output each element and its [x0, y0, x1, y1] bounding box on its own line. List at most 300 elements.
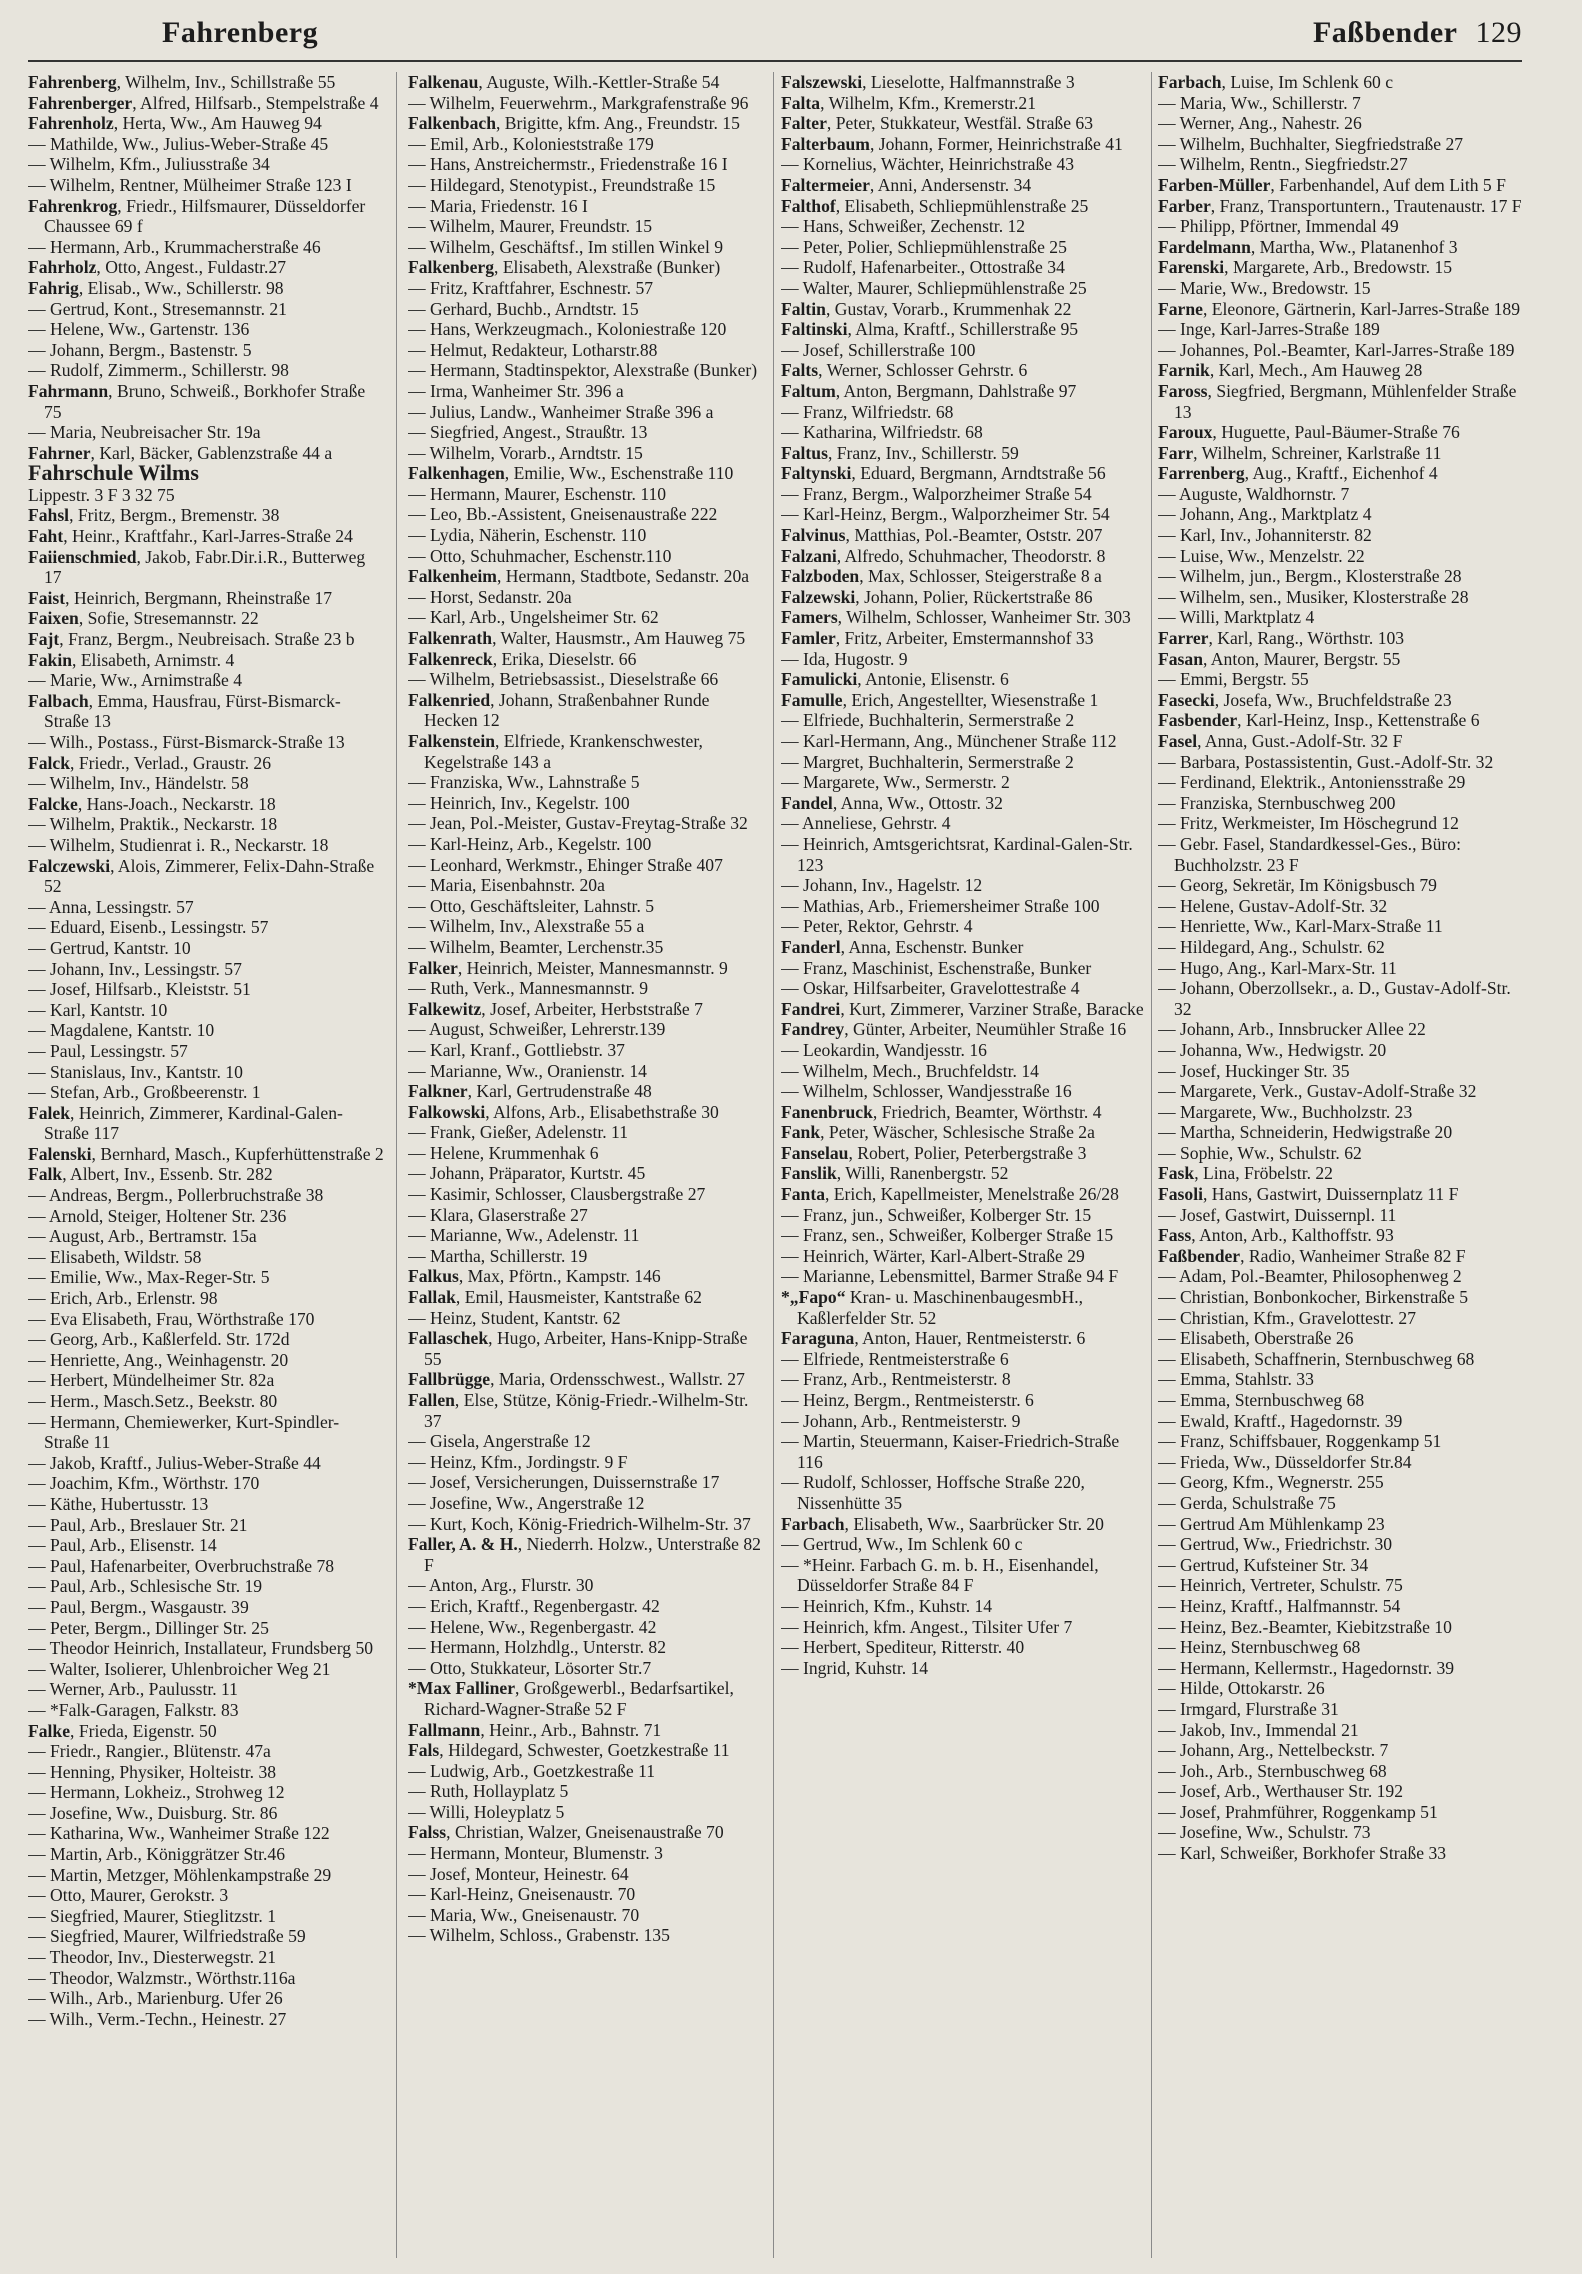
directory-entry [781, 1266, 1145, 1287]
entry-surname: Farber [1158, 195, 1211, 216]
directory-entry [1158, 669, 1522, 690]
directory-entry [1158, 1225, 1522, 1246]
directory-entry [28, 1062, 384, 1083]
directory-entry [408, 1431, 766, 1452]
entry-surname: Fallak [408, 1287, 456, 1308]
entry-details: , Johann, Polier, Rückertstraße 86 [855, 586, 1093, 607]
directory-entry [408, 896, 766, 917]
entry-details: — Johann, Bergm., Bastenstr. 5 [28, 339, 252, 360]
entry-details: , Heinrich, Meister, Mannesmannstr. 9 [457, 957, 728, 978]
entry-surname: Fallbrügge [408, 1369, 491, 1390]
directory-entry [28, 72, 384, 93]
entry-details: — Anna, Lessingstr. 57 [28, 896, 194, 917]
entry-details: , Hugo, Arbeiter, Hans-Knipp-Straße 55 [424, 1328, 748, 1369]
entry-details: — Johann, Präparator, Kurtstr. 45 [408, 1163, 646, 1184]
entry-details: — Heinz, Kfm., Jordingstr. 9 F [408, 1451, 628, 1472]
entry-details: — Willi, Marktplatz 4 [1158, 607, 1315, 628]
directory-entry [408, 834, 766, 855]
entry-surname: Famler [781, 628, 836, 649]
directory-entry [781, 1472, 1145, 1513]
entry-details: — Otto, Schuhmacher, Eschenstr.110 [408, 545, 672, 566]
directory-entry [28, 1947, 384, 1968]
entry-details: — Josef, Monteur, Heinestr. 64 [408, 1863, 629, 1884]
directory-entry [781, 525, 1145, 546]
entry-details: , Matthias, Pol.-Beamter, Oststr. 207 [845, 525, 1103, 546]
directory-entry [781, 1122, 1145, 1143]
entry-details: — Frieda, Ww., Düsseldorfer Str.84 [1158, 1451, 1412, 1472]
entry-surname: Falkenrath [408, 628, 493, 649]
entry-details: , Martha, Ww., Platanenhof 3 [1250, 236, 1458, 257]
directory-entry [408, 299, 766, 320]
directory-entry [28, 1412, 384, 1453]
entry-surname: Falzboden [781, 566, 860, 587]
entry-details: — Marie, Ww., Bredowstr. 15 [1158, 277, 1371, 298]
directory-entry [781, 1246, 1145, 1267]
entry-details: , Anni, Andersenstr. 34 [869, 174, 1032, 195]
entry-details: , Anton, Arb., Kalthoffstr. 93 [1191, 1225, 1394, 1246]
entry-details: — Karl-Heinz, Arb., Kegelstr. 100 [408, 833, 652, 854]
entry-details: , Erich, Angestellter, Wiesenstraße 1 [842, 689, 1099, 710]
entry-details: — Georg, Sekretär, Im Königsbusch 79 [1158, 875, 1437, 896]
directory-entry [408, 154, 766, 175]
entry-surname: Fandrey [781, 1019, 845, 1040]
entry-details: — Hugo, Ang., Karl-Marx-Str. 11 [1158, 957, 1397, 978]
entry-details: , Walter, Hausmstr., Am Hauweg 75 [492, 628, 746, 649]
entry-details: — Inge, Karl-Jarres-Straße 189 [1158, 319, 1380, 340]
entry-details: — Hildegard, Stenotypist., Freundstraße 15 [408, 174, 716, 195]
directory-entry [28, 856, 384, 897]
entry-surname: Falts [781, 360, 819, 381]
directory-entry [1158, 463, 1522, 484]
directory-entry [28, 1906, 384, 1927]
entry-surname: Farenski [1158, 257, 1225, 278]
directory-entry [1158, 1390, 1522, 1411]
entry-details: — Paul, Arb., Breslauer Str. 21 [28, 1514, 248, 1535]
directory-entry [408, 1472, 766, 1493]
entry-details: , Elisab., Ww., Schillerstr. 98 [78, 277, 284, 298]
entry-details: — Wilhelm, Buchhalter, Siegfriedstraße 27 [1158, 133, 1464, 154]
entry-surname: Falkenau [408, 72, 479, 92]
entry-details: — Leokardin, Wandjesstr. 16 [781, 1039, 987, 1060]
entry-surname: Farbach [781, 1513, 845, 1534]
entry-details: — Maria, Eisenbahnstr. 20a [408, 875, 605, 896]
entry-details: — Gerhard, Buchb., Arndtstr. 15 [408, 298, 639, 319]
directory-entry [781, 1534, 1145, 1555]
entry-details: — Fritz, Werkmeister, Im Höschegrund 12 [1158, 813, 1459, 834]
directory-entry [408, 1925, 766, 1946]
entry-details: , Elisabeth, Ww., Saarbrücker Str. 20 [844, 1513, 1104, 1534]
directory-entry [408, 196, 766, 217]
directory-entry [28, 1185, 384, 1206]
directory-entry [1158, 175, 1522, 196]
entry-details: — Karl, Kantstr. 10 [28, 999, 168, 1020]
entry-details: — Heinrich, Wärter, Karl-Albert-Straße 29 [781, 1245, 1085, 1266]
entry-details: — Helmut, Redakteur, Lotharstr.88 [408, 339, 658, 360]
directory-entry [781, 1390, 1145, 1411]
directory-entry [28, 422, 384, 443]
entry-surname: Falter [781, 113, 827, 134]
entry-details: — Peter, Bergm., Dillinger Str. 25 [28, 1617, 269, 1638]
directory-entry [408, 484, 766, 505]
directory-entry [408, 1884, 766, 1905]
entry-details: — Maria, Ww., Schillerstr. 7 [1158, 92, 1361, 113]
directory-entry [28, 835, 384, 856]
directory-entry [408, 360, 766, 381]
directory-entry [1158, 443, 1522, 464]
entry-surname: Farrer [1158, 628, 1209, 649]
directory-entry [408, 1596, 766, 1617]
entry-details: — Wilhelm, Betriebsassist., Dieselstraße 66 [408, 669, 719, 690]
entry-details: — Franz, sen., Schweißer, Kolberger Straße 15 [781, 1225, 1114, 1246]
directory-entry [28, 1638, 384, 1659]
entry-details: , Emil, Hausmeister, Kantstraße 62 [455, 1287, 702, 1308]
entry-details: — Karl, Schweißer, Borkhofer Straße 33 [1158, 1843, 1447, 1864]
directory-entry [781, 772, 1145, 793]
entry-surname: Falck [28, 752, 71, 773]
directory-entry [781, 216, 1145, 237]
entry-surname: Falkenheim [408, 566, 497, 587]
directory-entry [1158, 1287, 1522, 1308]
entry-details: — Karl, Inv., Johanniterstr. 82 [1158, 525, 1372, 546]
directory-entry [781, 937, 1145, 958]
directory-entry [1158, 216, 1522, 237]
directory-entry [1158, 1596, 1522, 1617]
directory-entry [781, 1184, 1145, 1205]
entry-details: , Bernhard, Masch., Kupferhüttenstraße 2 [91, 1143, 384, 1164]
entry-details: , Hans-Joach., Neckarstr. 18 [77, 793, 276, 814]
entry-details: — Otto, Maurer, Gerokstr. 3 [28, 1885, 229, 1906]
entry-details: — Josef, Hilfsarb., Kleiststr. 51 [28, 979, 251, 1000]
entry-surname: Famers [781, 607, 838, 628]
entry-details: , Heinr., Kraftfahr., Karl-Jarres-Straße 24 [63, 526, 353, 547]
entry-details: , Farbenhandel, Auf dem Lith 5 F [1270, 174, 1506, 195]
entry-details: — Karl-Heinz, Bergm., Walporzheimer Str. 54 [781, 504, 1110, 525]
directory-entry [1158, 1246, 1522, 1267]
directory-entry [408, 1390, 766, 1431]
directory-entry [1158, 1781, 1522, 1802]
directory-entry [28, 381, 384, 422]
entry-surname: Fanslik [781, 1163, 837, 1184]
entry-details: , Luise, Im Schlenk 60 c [1221, 72, 1394, 92]
directory-entry [1158, 1493, 1522, 1514]
entry-surname: Falek [28, 1102, 71, 1123]
directory-entry [781, 587, 1145, 608]
entry-surname: Falkenberg [408, 257, 495, 278]
directory-entry [408, 1452, 766, 1473]
entry-details: , Alfredo, Schuhmacher, Theodorstr. 8 [836, 545, 1106, 566]
entry-details: — Stanislaus, Inv., Kantstr. 10 [28, 1061, 243, 1082]
directory-entry [408, 1802, 766, 1823]
entry-details: , Friedrich, Beamter, Wörthstr. 4 [872, 1101, 1102, 1122]
directory-entry [28, 1515, 384, 1536]
entry-surname: Famulicki [781, 669, 858, 690]
directory-entry [781, 628, 1145, 649]
entry-details: — Paul, Arb., Elisenstr. 14 [28, 1535, 217, 1556]
page-number: 129 [1475, 16, 1522, 49]
entry-details: , Herta, Ww., Am Hauweg 94 [113, 113, 322, 134]
directory-entry [408, 875, 766, 896]
entry-details: , Emilie, Ww., Eschenstraße 110 [504, 463, 734, 484]
entry-surname: Fasbender [1158, 710, 1238, 731]
entry-details: — Franz, jun., Schweißer, Kolberger Str. 15 [781, 1204, 1092, 1225]
directory-entry [1158, 731, 1522, 752]
entry-details: — Hilde, Ottokarstr. 26 [1158, 1678, 1325, 1699]
entry-surname: Fahrner [28, 442, 91, 463]
entry-details: — Henriette, Ang., Weinhagenstr. 20 [28, 1349, 289, 1370]
entry-details: — Wilhelm, Rentner, Mülheimer Straße 123 I [28, 174, 352, 195]
entry-details: — Georg, Kfm., Wegnerstr. 255 [1158, 1472, 1384, 1493]
directory-entry [28, 1103, 384, 1144]
entry-details: , Max, Pförtn., Kampstr. 146 [458, 1266, 661, 1287]
directory-entry [408, 175, 766, 196]
entry-surname: Fanderl [781, 936, 841, 957]
entry-details: , Frieda, Eigenstr. 50 [70, 1720, 217, 1741]
directory-entry [1158, 1040, 1522, 1061]
entry-surname: Falkenreck [408, 648, 493, 669]
directory-entry [28, 814, 384, 835]
entry-details: , Hildegard, Schwester, Goetzkestraße 11 [439, 1740, 730, 1761]
directory-entry [781, 690, 1145, 711]
entry-surname: Faller, A. & H. [408, 1534, 518, 1555]
directory-entry [1158, 896, 1522, 917]
entry-details: — Katharina, Wilfriedstr. 68 [781, 422, 983, 443]
directory-entry [781, 504, 1145, 525]
directory-entry [28, 732, 384, 753]
entry-details: — Philipp, Pförtner, Immendal 49 [1158, 216, 1399, 237]
entry-details: — Siegfried, Maurer, Stieglitzstr. 1 [28, 1905, 277, 1926]
directory-entry [28, 93, 384, 114]
entry-surname: Fallmann [408, 1719, 481, 1740]
entry-surname: Falenski [28, 1143, 92, 1164]
directory-entry [408, 237, 766, 258]
entry-details: — Friedr., Rangier., Blütenstr. 47a [28, 1741, 271, 1762]
entry-details: — Oskar, Hilfsarbeiter, Gravelottestraße 4 [781, 978, 1080, 999]
directory-entry [781, 278, 1145, 299]
entry-details: — Arnold, Steiger, Holtener Str. 236 [28, 1205, 287, 1226]
entry-details: , Wilhelm, Kfm., Kremerstr.21 [820, 92, 1037, 113]
entry-details: — Willi, Holeyplatz 5 [408, 1801, 565, 1822]
entry-details: — Johann, Ang., Marktplatz 4 [1158, 504, 1372, 525]
directory-entry [28, 1144, 384, 1165]
entry-surname: Fahrenberger [28, 92, 133, 113]
entry-details: , Anton, Hauer, Rentmeisterstr. 6 [854, 1328, 1086, 1349]
entry-details: — Erich, Arb., Erlenstr. 98 [28, 1288, 218, 1309]
directory-entry [28, 1803, 384, 1824]
entry-surname: Falthof [781, 195, 836, 216]
directory-entry [781, 1658, 1145, 1679]
entry-details: , Johann, Straßenbahner Runde Hecken 12 [424, 689, 710, 731]
directory-entry [408, 1328, 766, 1369]
entry-details: , Wilhelm, Inv., Schillstraße 55 [116, 72, 336, 92]
directory-entry [408, 422, 766, 443]
directory-entry [1158, 1308, 1522, 1329]
directory-entry [408, 1678, 766, 1719]
directory-entry [408, 607, 766, 628]
directory-entry [28, 526, 384, 547]
entry-details: — Käthe, Hubertusstr. 13 [28, 1493, 209, 1514]
directory-entry [28, 1968, 384, 1989]
directory-entry [408, 278, 766, 299]
entry-details: — Heinrich, Vertreter, Schulstr. 75 [1158, 1575, 1403, 1596]
entry-details: — Marie, Ww., Arnimstraße 4 [28, 670, 243, 691]
entry-details: — Emma, Stahlstr. 33 [1158, 1369, 1314, 1390]
directory-entry [1158, 916, 1522, 937]
entry-details: — Werner, Arb., Paulusstr. 11 [28, 1679, 238, 1700]
entry-details: — Karl, Arb., Ungelsheimer Str. 62 [408, 607, 659, 628]
entry-details: — Ruth, Hollayplatz 5 [408, 1781, 569, 1802]
entry-surname: Farnik [1158, 360, 1210, 381]
directory-entry [1158, 710, 1522, 731]
entry-surname: Fahsl [28, 505, 70, 526]
entry-details: — Otto, Geschäftsleiter, Lahnstr. 5 [408, 895, 655, 916]
entry-details: — Wilhelm, Feuerwehrm., Markgrafenstraße 96 [408, 92, 749, 113]
entry-details: , Otto, Angest., Fuldastr.27 [96, 257, 287, 278]
directory-entry [408, 1040, 766, 1061]
entry-details: , Sofie, Stresemannstr. 22 [78, 608, 259, 629]
directory-entry [28, 1700, 384, 1721]
directory-entry [408, 978, 766, 999]
directory-entry [408, 999, 766, 1020]
entry-surname: Fandrei [781, 998, 841, 1019]
entry-details: — Wilhelm, Schloss., Grabenstr. 135 [408, 1925, 670, 1946]
entry-details: — Emilie, Ww., Max-Reger-Str. 5 [28, 1267, 270, 1288]
entry-details: , Auguste, Wilh.-Kettler-Straße 54 [478, 72, 720, 92]
directory-entry [1158, 1328, 1522, 1349]
directory-entry [1158, 1019, 1522, 1040]
directory-entry [1158, 299, 1522, 320]
entry-surname: Fahrig [28, 277, 79, 298]
directory-entry [1158, 1349, 1522, 1370]
entry-details: — Magdalene, Kantstr. 10 [28, 1020, 215, 1041]
directory-entry [1158, 278, 1522, 299]
entry-details: — Georg, Arb., Kaßlerfeld. Str. 172d [28, 1329, 290, 1350]
entry-details: — Rudolf, Zimmerm., Schillerstr. 98 [28, 360, 289, 381]
directory-entry [1158, 1720, 1522, 1741]
entry-surname: Fahrenholz [28, 113, 114, 134]
directory-entry [1158, 875, 1522, 896]
directory-entry [408, 1143, 766, 1164]
directory-entry [781, 360, 1145, 381]
entry-details: — Martin, Arb., Königgrätzer Str.46 [28, 1844, 286, 1865]
directory-entry [28, 1494, 384, 1515]
entry-details: , Karl, Bäcker, Gablenzstraße 44 a [90, 442, 333, 463]
directory-entry [408, 113, 766, 134]
directory-entry [1158, 504, 1522, 525]
entry-surname: Falvinus [781, 525, 846, 546]
entry-details: — Margarete, Ww., Sermerstr. 2 [781, 772, 1010, 793]
entry-details: — Wilhelm, Maurer, Freundstr. 15 [408, 216, 653, 237]
directory-entry [781, 1102, 1145, 1123]
directory-entry [28, 1226, 384, 1247]
entry-details: , Wilhelm, Schreiner, Karlstraße 11 [1193, 442, 1442, 463]
header-right-keyword: Faßbender [1312, 16, 1458, 49]
entry-details: — Wilh., Arb., Marienburg. Ufer 26 [28, 1988, 283, 2009]
directory-entry [28, 1988, 384, 2009]
directory-entry [28, 505, 384, 526]
entry-details: Lippestr. 3 F 3 32 75 [28, 484, 175, 505]
entry-details: , Antonie, Elisenstr. 6 [857, 669, 1009, 690]
entry-details: — Johanna, Ww., Hedwigstr. 20 [1158, 1039, 1387, 1060]
entry-details: — Heinrich, Inv., Kegelstr. 100 [408, 792, 630, 813]
entry-details: , Jakob, Fabr.Dir.i.R., Butterweg 17 [44, 546, 366, 588]
directory-entry [408, 1308, 766, 1329]
entry-details: — Franziska, Ww., Lahnstraße 5 [408, 772, 640, 793]
entry-surname: Famulle [781, 689, 843, 710]
directory-entry [28, 608, 384, 629]
entry-details: , Großgewerbl., Bedarfsartikel, Richard-Wagner-Straße 52 F [424, 1678, 734, 1719]
directory-entry [408, 669, 766, 690]
entry-surname: Falkenhagen [408, 463, 505, 484]
directory-entry [408, 1740, 766, 1761]
directory-entry [781, 875, 1145, 896]
directory-entry [781, 1328, 1145, 1349]
entry-surname: Fardelmann [1158, 236, 1251, 257]
entry-details: — Wilhelm, Geschäftsf., Im stillen Winkel 9 [408, 236, 724, 257]
directory-entry [28, 1082, 384, 1103]
entry-details: — Siegfried, Angest., Straußtr. 13 [408, 422, 648, 443]
entry-details: — Emmi, Bergstr. 55 [1158, 669, 1309, 690]
entry-details: — Emil, Arb., Kolonieststraße 179 [408, 133, 654, 154]
entry-surname: Falcke [28, 793, 78, 814]
entry-surname: Fasan [1158, 648, 1203, 669]
entry-details: , Franz, Inv., Schillerstr. 59 [827, 442, 1019, 463]
entry-details: — Johann, Inv., Lessingstr. 57 [28, 958, 242, 979]
entry-surname: Faßbender [1158, 1245, 1241, 1266]
directory-entry [781, 896, 1145, 917]
directory-entry [781, 93, 1145, 114]
entry-details: , Alfred, Hilfsarb., Stempelstraße 4 [132, 92, 379, 113]
entry-surname: Falke [28, 1720, 71, 1741]
entry-details: — Jakob, Inv., Immendal 21 [1158, 1719, 1359, 1740]
entry-surname: Farne [1158, 298, 1203, 319]
entry-details: — Heinz, Bez.-Beamter, Kiebitzstraße 10 [1158, 1616, 1452, 1637]
directory-entry [28, 773, 384, 794]
directory-entry [1158, 958, 1522, 979]
directory-entry [408, 690, 766, 731]
directory-entry [1158, 72, 1522, 93]
entry-details: , Karl-Heinz, Insp., Kettenstraße 6 [1237, 710, 1480, 731]
entry-details: — Katharina, Ww., Wanheimer Straße 122 [28, 1823, 330, 1844]
entry-surname: Fals [408, 1740, 440, 1761]
directory-entry [781, 381, 1145, 402]
entry-details: , Anna, Eschenstr. Bunker [840, 936, 1024, 957]
directory-entry [28, 1823, 384, 1844]
entry-details: — Anton, Arg., Flurstr. 30 [408, 1575, 594, 1596]
directory-entry [1158, 1411, 1522, 1432]
entry-details: — Helene, Ww., Regenbergastr. 42 [408, 1616, 657, 1637]
entry-details: , Werner, Schlosser Gehrstr. 6 [818, 360, 1028, 381]
directory-entry [28, 1926, 384, 1947]
column-divider [396, 72, 397, 2258]
entry-surname: Faiienschmied [28, 546, 137, 567]
directory-entry [1158, 1575, 1522, 1596]
directory-entry [1158, 1452, 1522, 1473]
entry-details: — Franz, Maschinist, Eschenstraße, Bunker [781, 957, 1092, 978]
entry-surname: Faltus [781, 442, 828, 463]
directory-entry [1158, 607, 1522, 628]
directory-entry [781, 958, 1145, 979]
entry-details: , Anton, Maurer, Bergstr. 55 [1202, 648, 1401, 669]
directory-entry [781, 154, 1145, 175]
entry-details: — Gertrud, Ww., Im Schlenk 60 c [781, 1534, 1023, 1555]
entry-details: , Peter, Wäscher, Schlesische Straße 2a [820, 1122, 1095, 1143]
directory-entry [408, 1864, 766, 1885]
directory-entry [28, 1000, 384, 1021]
entry-details: — Hermann, Maurer, Eschenstr. 110 [408, 483, 667, 504]
entry-details: — Elisabeth, Wildstr. 58 [28, 1246, 202, 1267]
directory-entry [408, 566, 766, 587]
directory-entry [408, 72, 766, 93]
